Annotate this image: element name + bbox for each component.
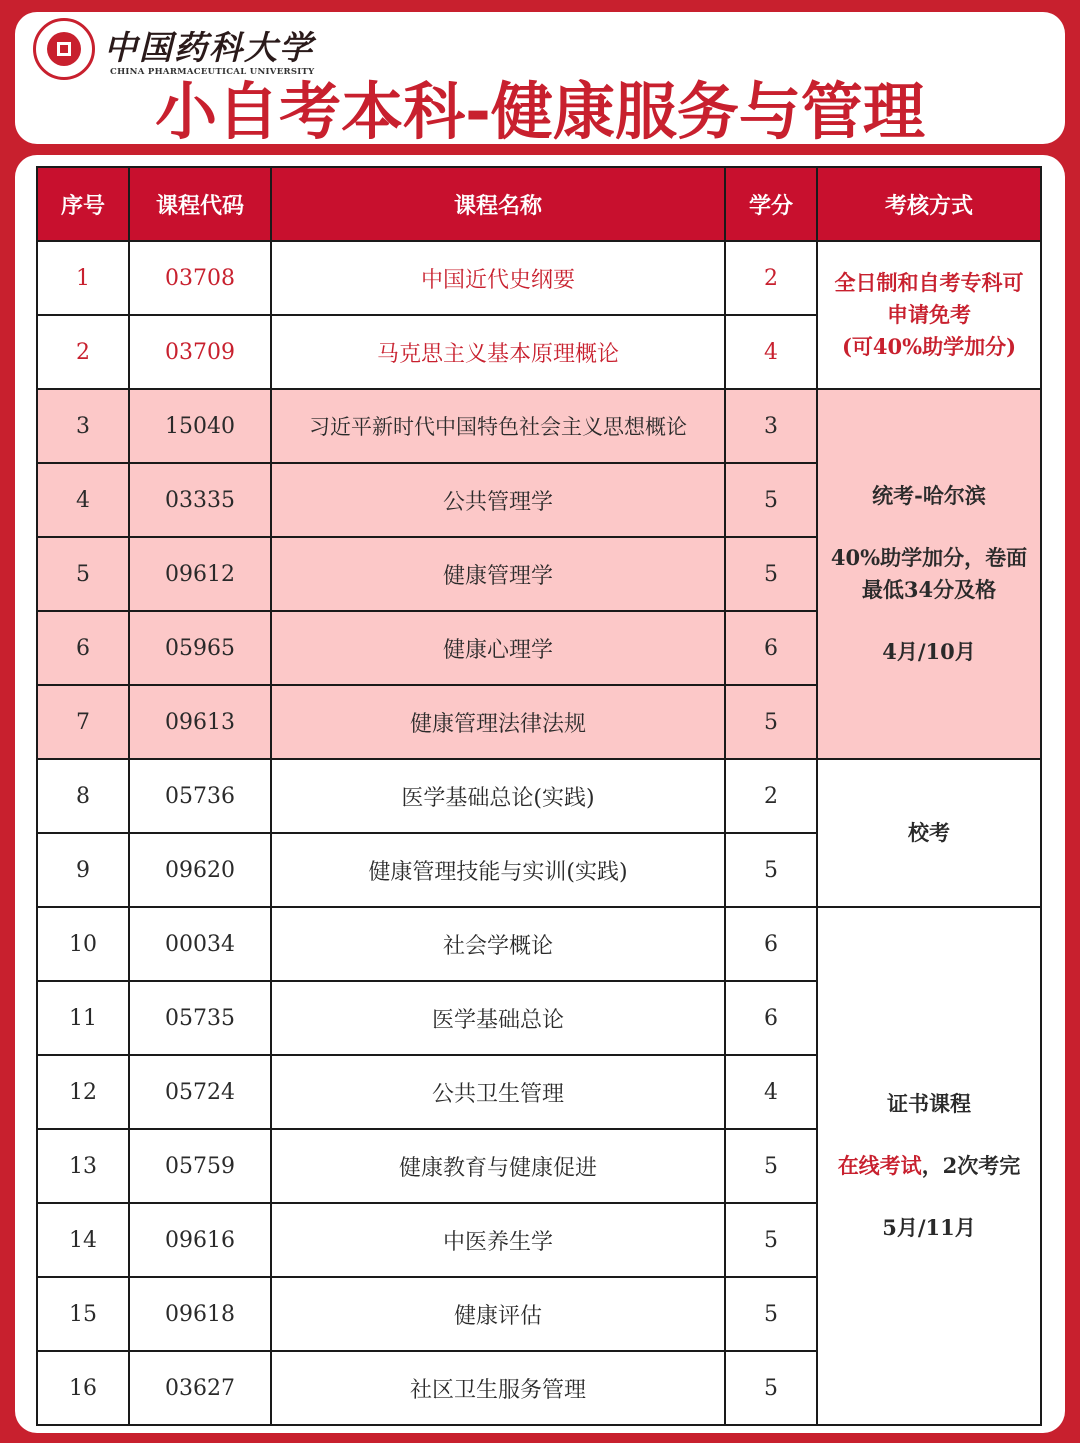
method-line: 全日制和自考专科可 (834, 270, 1024, 295)
cell-name: 医学基础总论(实践) (271, 759, 725, 833)
course-table (36, 166, 1042, 1426)
header-no: 序号 (37, 167, 129, 241)
cell-credit: 5 (725, 1203, 817, 1277)
cell-credit: 6 (725, 611, 817, 685)
cell-code: 09613 (129, 685, 271, 759)
cell-no: 4 (37, 463, 129, 537)
cell-no: 9 (37, 833, 129, 907)
cell-code: 09618 (129, 1277, 271, 1351)
cell-no: 11 (37, 981, 129, 1055)
cell-credit: 2 (725, 241, 817, 315)
header-credit: 学分 (725, 167, 817, 241)
cell-credit: 2 (725, 759, 817, 833)
cell-name: 习近平新时代中国特色社会主义思想概论 (271, 389, 725, 463)
method-line: 5月/11月 (882, 1215, 976, 1240)
cell-no: 8 (37, 759, 129, 833)
cell-credit: 5 (725, 1129, 817, 1203)
cell-no: 16 (37, 1351, 129, 1425)
cell-code: 03709 (129, 315, 271, 389)
cell-no: 10 (37, 907, 129, 981)
header-name: 课程名称 (271, 167, 725, 241)
cell-credit: 5 (725, 1277, 817, 1351)
cell-credit: 5 (725, 833, 817, 907)
cell-credit: 6 (725, 907, 817, 981)
header-method: 考核方式 (817, 167, 1041, 241)
method-line: 最低34分及格 (861, 577, 997, 602)
cell-name: 健康心理学 (271, 611, 725, 685)
method-line: 统考-哈尔滨 (872, 483, 986, 508)
cell-no: 5 (37, 537, 129, 611)
cell-code: 05736 (129, 759, 271, 833)
cell-no: 6 (37, 611, 129, 685)
method-exemption (817, 241, 1041, 389)
cell-name: 健康评估 (271, 1277, 725, 1351)
cell-name: 公共管理学 (271, 463, 725, 537)
cell-name: 健康教育与健康促进 (271, 1129, 725, 1203)
method-line: (可40%助学加分) (841, 334, 1017, 359)
cell-name: 健康管理法律法规 (271, 685, 725, 759)
cell-credit: 5 (725, 685, 817, 759)
method-line: 4月/10月 (882, 639, 976, 664)
cell-code: 09612 (129, 537, 271, 611)
cell-code: 03708 (129, 241, 271, 315)
cell-code: 03335 (129, 463, 271, 537)
table-row (37, 389, 1041, 463)
table-row (37, 759, 1041, 833)
cell-credit: 4 (725, 1055, 817, 1129)
cell-name: 健康管理技能与实训(实践) (271, 833, 725, 907)
cell-credit: 5 (725, 463, 817, 537)
method-line: 40%助学加分，卷面 (830, 545, 1028, 570)
table-header-row (37, 167, 1041, 241)
university-name-cn: 中国药科大学 (104, 28, 314, 67)
cell-no: 3 (37, 389, 129, 463)
cell-code: 03627 (129, 1351, 271, 1425)
cell-code: 09616 (129, 1203, 271, 1277)
university-seal-logo (33, 18, 95, 80)
table-row (37, 241, 1041, 315)
cell-code: 05735 (129, 981, 271, 1055)
cell-code: 09620 (129, 833, 271, 907)
cell-credit: 4 (725, 315, 817, 389)
cell-code: 15040 (129, 389, 271, 463)
cell-name: 中国近代史纲要 (271, 241, 725, 315)
cell-name: 社区卫生服务管理 (271, 1351, 725, 1425)
cell-name: 医学基础总论 (271, 981, 725, 1055)
cell-name: 中医养生学 (271, 1203, 725, 1277)
table-row (37, 907, 1041, 981)
method-unified-exam (817, 389, 1041, 759)
cell-credit: 5 (725, 1351, 817, 1425)
method-school-exam: 校考 (817, 759, 1041, 907)
method-line-rest: ，2次考完 (921, 1153, 1021, 1178)
page-title: 小自考本科-健康服务与管理 (155, 75, 925, 148)
method-line: 证书课程 (887, 1091, 971, 1116)
cell-code: 05759 (129, 1129, 271, 1203)
cell-code: 05965 (129, 611, 271, 685)
cell-name: 公共卫生管理 (271, 1055, 725, 1129)
method-line (818, 1150, 1040, 1182)
cell-no: 15 (37, 1277, 129, 1351)
cell-no: 14 (37, 1203, 129, 1277)
cell-credit: 3 (725, 389, 817, 463)
cell-credit: 6 (725, 981, 817, 1055)
cell-no: 7 (37, 685, 129, 759)
header-code: 课程代码 (129, 167, 271, 241)
cell-credit: 5 (725, 537, 817, 611)
cell-no: 1 (37, 241, 129, 315)
cell-no: 2 (37, 315, 129, 389)
online-exam-text: 在线考试 (837, 1153, 922, 1178)
cell-no: 12 (37, 1055, 129, 1129)
method-line: 申请免考 (887, 302, 971, 327)
cell-code: 00034 (129, 907, 271, 981)
cell-no: 13 (37, 1129, 129, 1203)
cell-name: 马克思主义基本原理概论 (271, 315, 725, 389)
cell-name: 健康管理学 (271, 537, 725, 611)
cell-code: 05724 (129, 1055, 271, 1129)
university-name-en: CHINA PHARMACEUTICAL UNIVERSITY (110, 67, 315, 77)
method-certificate (817, 907, 1041, 1425)
cell-name: 社会学概论 (271, 907, 725, 981)
